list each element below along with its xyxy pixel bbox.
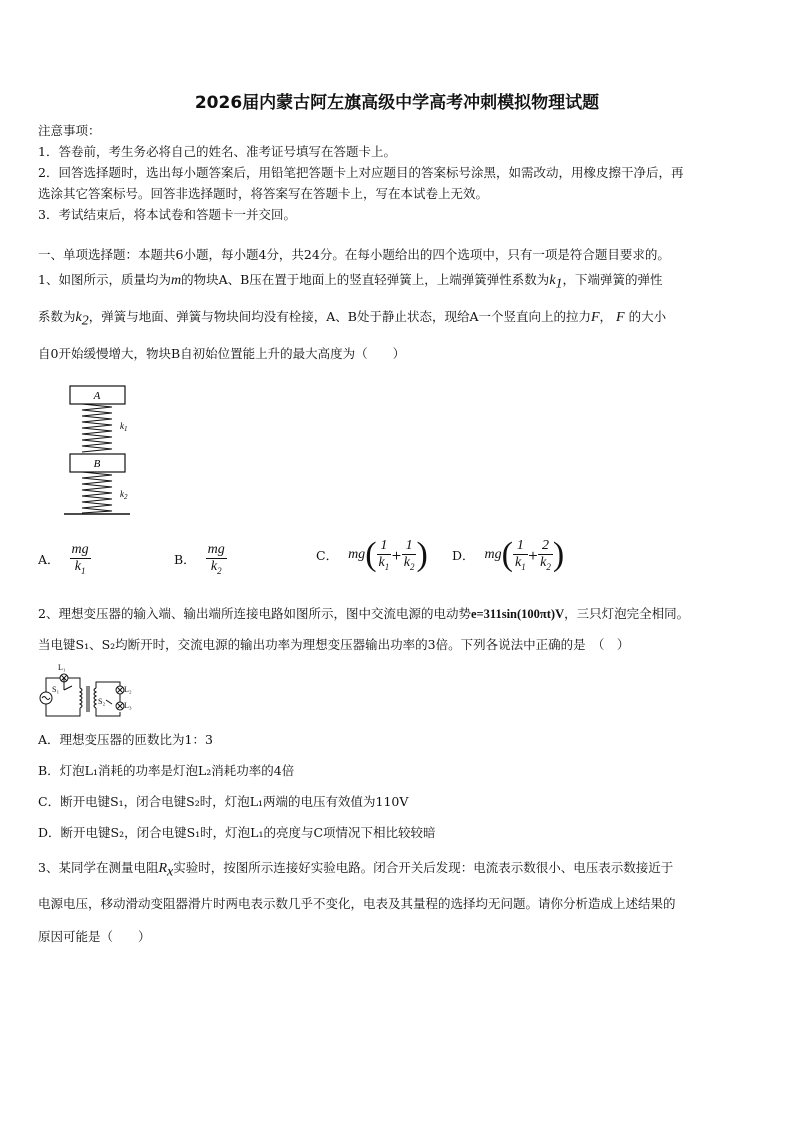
q1-line2: 系数为$k_2$，弹簧与地面、弹簧与物块间均没有栓接，A、B处于静止状态，现给A一个竖直向上的拉力F， F 的大小 [38,309,667,329]
option-d[interactable]: D．断开电键S₂，闭合电键S₁时，灯泡L₁的亮度与C项情况下相比较较暗 [38,825,436,840]
section-heading: 一、单项选择题：本题共6小题，每小题4分，共24分。在每小题给出的四个选项中，只有一项是符合题目要求的。 [38,247,670,262]
q3-line1: 3、某同学在测量电阻$R_x$实验时，按图所示连接好实验电路。闭合开关后发现：电流表示数很小、电压表示数接近于 [38,860,674,880]
page-title: 2026届内蒙古阿左旗高级中学高考冲刺模拟物理试题 [194,93,600,113]
spring-block-figure [60,382,160,518]
spring-k1-label: $k_1$ [120,421,128,433]
q1-line1: 1、如图所示，质量均为m的物块A、B压在置于地面上的竖直轻弹簧上，上端弹簧弹性系数为$k_1$，下端弹簧的弹性 [38,272,663,292]
option-a[interactable]: A．理想变压器的匝数比为1：3 [38,732,213,747]
notice-item: 3．考试结束后，将本试卷和答题卡一并交回。 [38,207,296,222]
switch-s2 [106,700,112,704]
notice-item: 2．回答选择题时，选出每小题答案后，用铅笔把答题卡上对应题目的答案标号涂黑，如需改动，用橡皮擦干净后，再 [38,165,684,180]
q2-line2: 当电键S₁、S₂均断开时，交流电源的输出功率为理想变压器输出功率的3倍。下列各说法中正确的是 （ ） [38,637,630,652]
lamp-l2-label: L₂ [124,685,132,694]
option-b[interactable]: B． $\frac{mg}{k_2}$ [174,542,225,576]
lamp-l3-label: L₃ [124,701,132,710]
switch-s2-label: S₂ [98,697,106,706]
option-c[interactable]: C．断开电键S₁，闭合电键S₂时，灯泡L₁两端的电压有效值为110V [38,794,409,809]
option-a[interactable]: A． $\frac{mg}{k_1}$ [38,542,89,576]
lamp-l1-label: L₁ [58,663,66,672]
q1-line3: 自0开始缓慢增大，物块B自初始位置能上升的最大高度为（ ） [38,346,406,361]
q3-line2: 电源电压，移动滑动变阻器滑片时两电表示数几乎不变化，电表及其量程的选择均无问题。请你分析造成上述结果的 [38,896,676,911]
primary-coil [80,688,82,708]
notice-heading: 注意事项： [38,123,101,138]
q3-line3: 原因可能是（ ） [38,929,151,944]
block-a-label: A [93,390,101,402]
spring-k2-label: $k_2$ [120,489,128,501]
block-b-label: B [93,458,101,470]
switch-s1-label: S₁ [52,685,60,694]
secondary-coil [94,688,96,708]
spring-k1 [82,404,112,452]
option-d[interactable]: D． mg( $\frac{1}{k_1}$ + $\frac{2}{k_2}$ ) [452,536,565,573]
spring-k2 [82,472,112,513]
notice-item: 选涂其它答案标号。回答非选择题时，将答案写在答题卡上，写在本试卷上无效。 [38,186,489,201]
notice-item: 1．答卷前，考生务必将自己的姓名、准考证号填写在答题卡上。 [38,144,396,159]
option-c[interactable]: C． mg( $\frac{1}{k_1}$ + $\frac{1}{k_2}$ ) [316,536,428,573]
transformer-circuit-figure [36,660,132,722]
q2-line1: 2、理想变压器的输入端、输出端所连接电路如图所示，图中交流电源的电动势e=311sin(100πt)V，三只灯泡完全相同。 [38,606,690,621]
option-b[interactable]: B．灯泡L₁消耗的功率是灯泡L₂消耗功率的4倍 [38,763,295,778]
